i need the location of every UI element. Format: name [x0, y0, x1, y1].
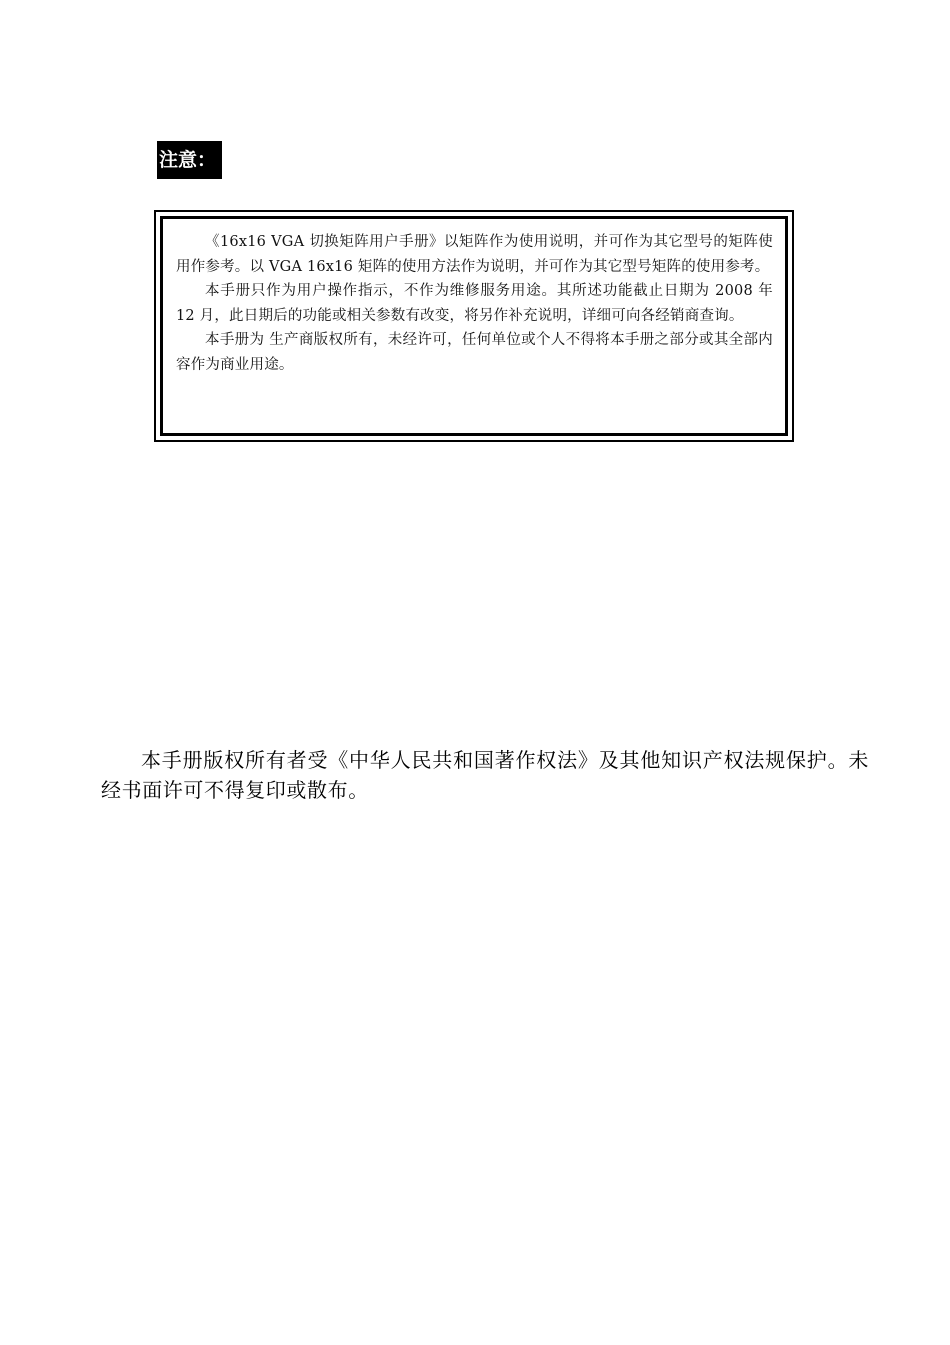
copyright-statement: 本手册版权所有者受《中华人民共和国著作权法》及其他知识产权法规保护。未经书面许可不得复印或散布。 [101, 748, 869, 802]
notice-paragraph-rights: 本手册为 生产商版权所有，未经许可，任何单位或个人不得将本手册之部分或其全部内容作为商业用途。 [176, 332, 773, 373]
notice-paragraph-usage: 《16x16 VGA 切换矩阵用户手册》以矩阵作为使用说明，并可作为其它型号的矩阵使用作参考。以 VGA 16x16 矩阵的使用方法作为说明，并可作为其它型号矩阵的使用参考。 [176, 234, 773, 275]
notice-box [154, 210, 794, 442]
notice-paragraph-scope: 本手册只作为用户操作指示，不作为维修服务用途。其所述功能截止日期为 2008 年 12 月，此日期后的功能或相关参数有改变，将另作补充说明，详细可向各经销商查询。 [176, 283, 773, 324]
notice-box-content [160, 216, 788, 436]
notice-heading: 注意： [157, 141, 222, 179]
